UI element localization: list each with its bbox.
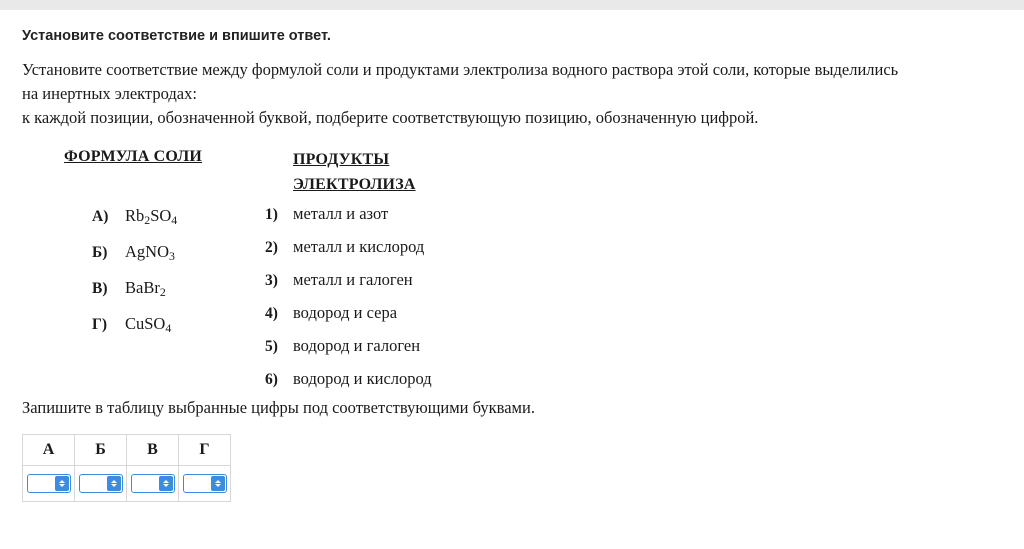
product-number: 5) (265, 337, 278, 355)
list-item (92, 314, 177, 350)
answer-cell-a (23, 465, 75, 501)
spinner-arrows-icon[interactable] (211, 476, 225, 491)
table-row (23, 434, 231, 465)
product-text: водород и кислород (293, 368, 432, 388)
task-page (0, 10, 1024, 502)
page-title: Установите соответствие и впишите ответ. (22, 28, 331, 44)
right-column-header-line-2: ЭЛЕКТРОЛИЗА (293, 175, 416, 193)
spinner-arrows-icon[interactable] (55, 476, 69, 491)
answer-stepper-v[interactable] (131, 474, 175, 493)
spinner-arrows-icon[interactable] (107, 476, 121, 491)
answer-stepper-b[interactable] (79, 474, 123, 493)
list-item (265, 369, 432, 402)
spinner-arrows-icon[interactable] (159, 476, 173, 491)
intro-line-2: на инертных электродах: (22, 83, 197, 103)
product-text: металл и азот (293, 203, 389, 223)
answer-header-cell: А (23, 434, 75, 465)
product-number: 4) (265, 304, 278, 322)
product-text: металл и кислород (293, 236, 425, 256)
list-item (92, 278, 177, 314)
list-item (265, 237, 432, 270)
salt-formula: $Rb_2SO_4$ (125, 205, 178, 227)
answer-instruction: Запишите в таблицу выбранные цифры под соответствующими буквами. (22, 397, 535, 417)
left-column-header: ФОРМУЛА СОЛИ (64, 147, 203, 165)
table-row (23, 465, 231, 501)
answer-stepper-a[interactable] (27, 474, 71, 493)
answer-table (22, 434, 231, 502)
salt-formula: BaBr$_2$ (125, 277, 166, 299)
top-strip (0, 0, 1024, 10)
salt-list (92, 206, 177, 350)
matching-columns (0, 148, 1024, 398)
right-column-header-line-1: ПРОДУКТЫ (293, 150, 390, 168)
answer-cell-b (75, 465, 127, 501)
task-intro (22, 58, 997, 130)
answer-header-cell: Б (75, 434, 127, 465)
list-item (92, 242, 177, 278)
salt-label: Б) (92, 243, 108, 261)
salt-label: Г) (92, 315, 108, 333)
answer-cell-g (179, 465, 231, 501)
salt-formula: CuSO$_4$ (125, 313, 172, 335)
product-text: водород и сера (293, 302, 398, 322)
intro-line-1: Установите соответствие между формулой соли и продуктами электролиза водного раствора этой соли, которые выделились (22, 60, 899, 79)
answer-header-cell: В (127, 434, 179, 465)
list-item (92, 206, 177, 242)
list-item (265, 303, 432, 336)
product-text: металл и галоген (293, 269, 413, 289)
intro-line-3: к каждой позиции, обозначенной буквой, подберите соответствующую позицию, обозначенную цифрой. (22, 107, 759, 127)
product-number: 2) (265, 238, 278, 256)
product-number: 3) (265, 271, 278, 289)
salt-label: А) (92, 207, 109, 225)
salt-formula: AgNO$_3$ (125, 241, 175, 263)
list-item (265, 270, 432, 303)
answer-stepper-g[interactable] (183, 474, 227, 493)
salt-label: В) (92, 279, 108, 297)
list-item (265, 204, 432, 237)
answer-cell-v (127, 465, 179, 501)
product-text: водород и галоген (293, 335, 421, 355)
product-list (265, 204, 432, 402)
list-item (265, 336, 432, 369)
right-column-header (293, 148, 453, 198)
product-number: 6) (265, 370, 278, 388)
product-number: 1) (265, 205, 278, 223)
answer-header-cell: Г (179, 434, 231, 465)
